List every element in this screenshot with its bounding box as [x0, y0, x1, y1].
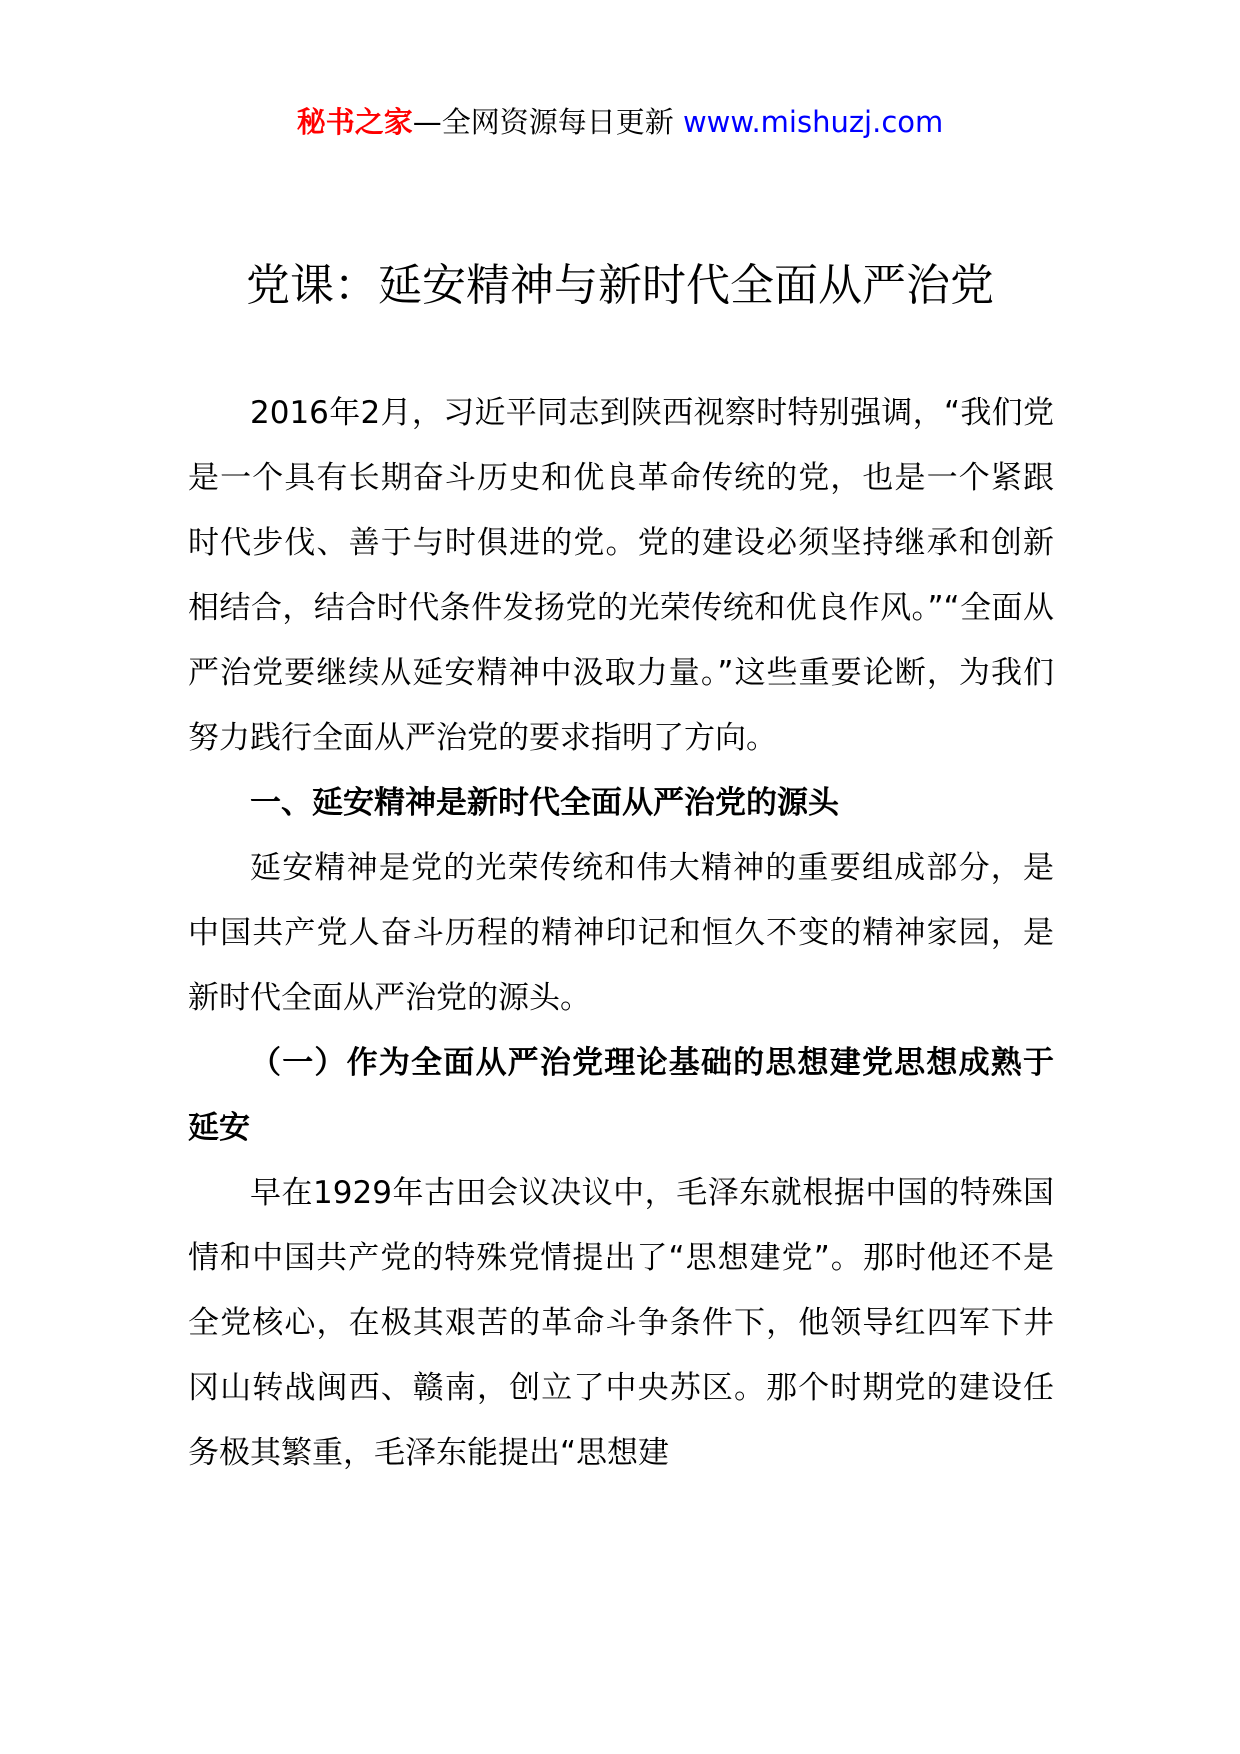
header-slogan: —全网资源每日更新: [412, 105, 674, 139]
section-paragraph: 延安精神是党的光荣传统和伟大精神的重要组成部分，是中国共产党人奋斗历程的精神印记和恒久不变的精神家园，是新时代全面从严治党的源头。: [188, 850, 1054, 1016]
document-body: [188, 381, 1054, 1486]
page-header: [0, 100, 1240, 144]
section-heading: 一、延安精神是新时代全面从严治党的源头: [250, 785, 839, 821]
document-title: 党课：延安精神与新时代全面从严治党: [246, 260, 994, 311]
website-link[interactable]: www.mishuzj.com: [682, 105, 944, 139]
brand-name: 秘书之家: [296, 105, 413, 139]
subsection-heading: （一）作为全面从严治党理论基础的思想建党思想成熟于延安: [188, 1045, 1054, 1146]
subsection-paragraph: 早在1929年古田会议决议中，毛泽东就根据中国的特殊国情和中国共产党的特殊党情提出了“思想建党”。那时他还不是全党核心，在极其艰苦的革命斗争条件下，他领导红四军下井冈山转战闽西、赣南，创立了中央苏区。那个时期党的建设任务极其繁重，毛泽东能提出“思想建: [188, 1175, 1054, 1471]
intro-paragraph: 2016年2月，习近平同志到陕西视察时特别强调，“我们党是一个具有长期奋斗历史和优良革命传统的党，也是一个紧跟时代步伐、善于与时俱进的党。党的建设必须坚持继承和创新相结合，结合时代条件发扬党的光荣传统和优良作风。”“全面从严治党要继续从延安精神中汲取力量。”这些重要论断，为我们努力践行全面从严治党的要求指明了方向。: [188, 395, 1054, 756]
